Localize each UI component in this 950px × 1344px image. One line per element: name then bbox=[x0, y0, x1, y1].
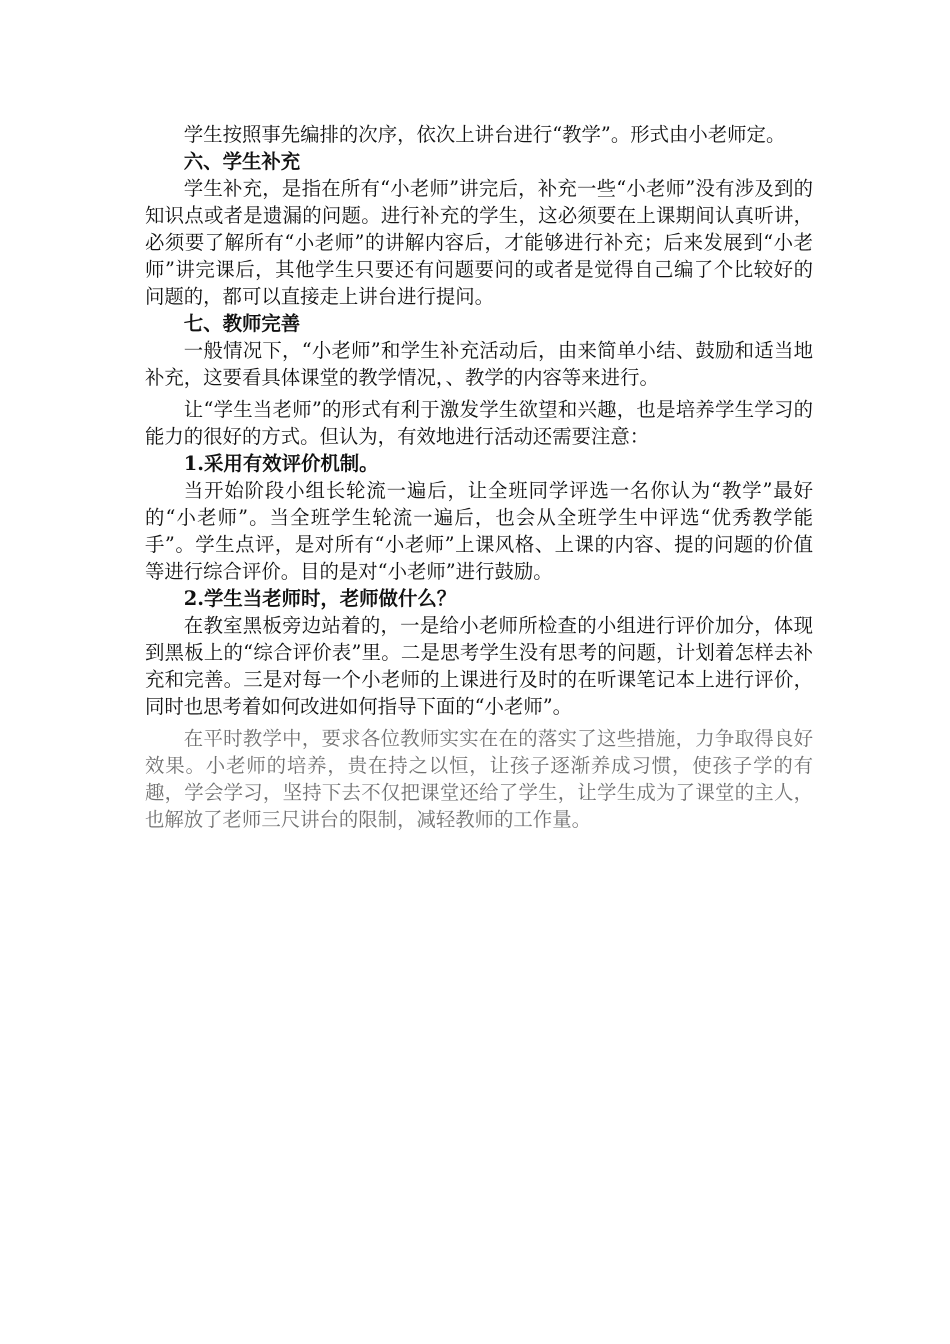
heading-teacher-improve: 七、教师完善 bbox=[183, 312, 301, 335]
paragraph-teaching-order: 学生按照事先编排的次序，依次上讲台进行“教学”。形式由小老师定。 bbox=[183, 123, 786, 146]
document-body bbox=[145, 121, 813, 833]
heading-evaluation-mechanism: 1.采用有效评价机制。 bbox=[183, 452, 379, 475]
heading-teacher-role: 2.学生当老师时，老师做什么？ bbox=[183, 587, 457, 610]
paragraph-teacher-improve: 一般情况下，“小老师”和学生补充活动后，由来简单小结、鼓励和适当地补充，这要看具体课堂的教学情况，、教学的内容等来进行。 bbox=[145, 339, 813, 389]
paragraph-benefits: 让“学生当老师”的形式有利于激发学生欲望和兴趣，也是培养学生学习的能力的很好的方式。但认为，有效地进行活动还需要注意： bbox=[145, 398, 813, 448]
paragraph-evaluation-mechanism: 当开始阶段小组长轮流一遍后，让全班同学评选一名你认为“教学”最好的“小老师”。当全班学生轮流一遍后，也会从全班学生中评选“优秀教学能手”。学生点评，是对所有“小老师”上课风格、上课的内容、提的问题的价值等进行综合评价。目的是对“小老师”进行鼓励。 bbox=[145, 479, 813, 583]
paragraph-teacher-role: 在教室黑板旁边站着的，一是给小老师所检查的小组进行评价加分，体现到黑板上的“综合评价表”里。二是思考学生没有思考的问题，计划着怎样去补充和完善。三是对每一个小老师的上课进行及时的在听课笔记本上进行评价，同时也思考着如何改进如何指导下面的“小老师”。 bbox=[145, 614, 813, 718]
paragraph-student-supplement: 学生补充，是指在所有“小老师”讲完后，补充一些“小老师”没有涉及到的知识点或者是遗漏的问题。进行补充的学生，这必须要在上课期间认真听讲，必须要了解所有“小老师”的讲解内容后，才能够进行补充；后来发展到“小老师”讲完课后，其他学生只要还有问题要问的或者是觉得自己编了个比较好的问题的，都可以直接走上讲台进行提问。 bbox=[145, 177, 813, 308]
heading-student-supplement: 六、学生补充 bbox=[183, 150, 301, 173]
paragraph-conclusion: 在平时教学中，要求各位教师实实在在的落实了这些措施，力争取得良好效果。小老师的培养，贵在持之以恒，让孩子逐渐养成习惯，使孩子学的有趣，学会学习，坚持下去不仅把课堂还给了学生，让学生成为了课堂的主人，也解放了老师三尺讲台的限制，减轻教师的工作量。 bbox=[145, 727, 813, 831]
